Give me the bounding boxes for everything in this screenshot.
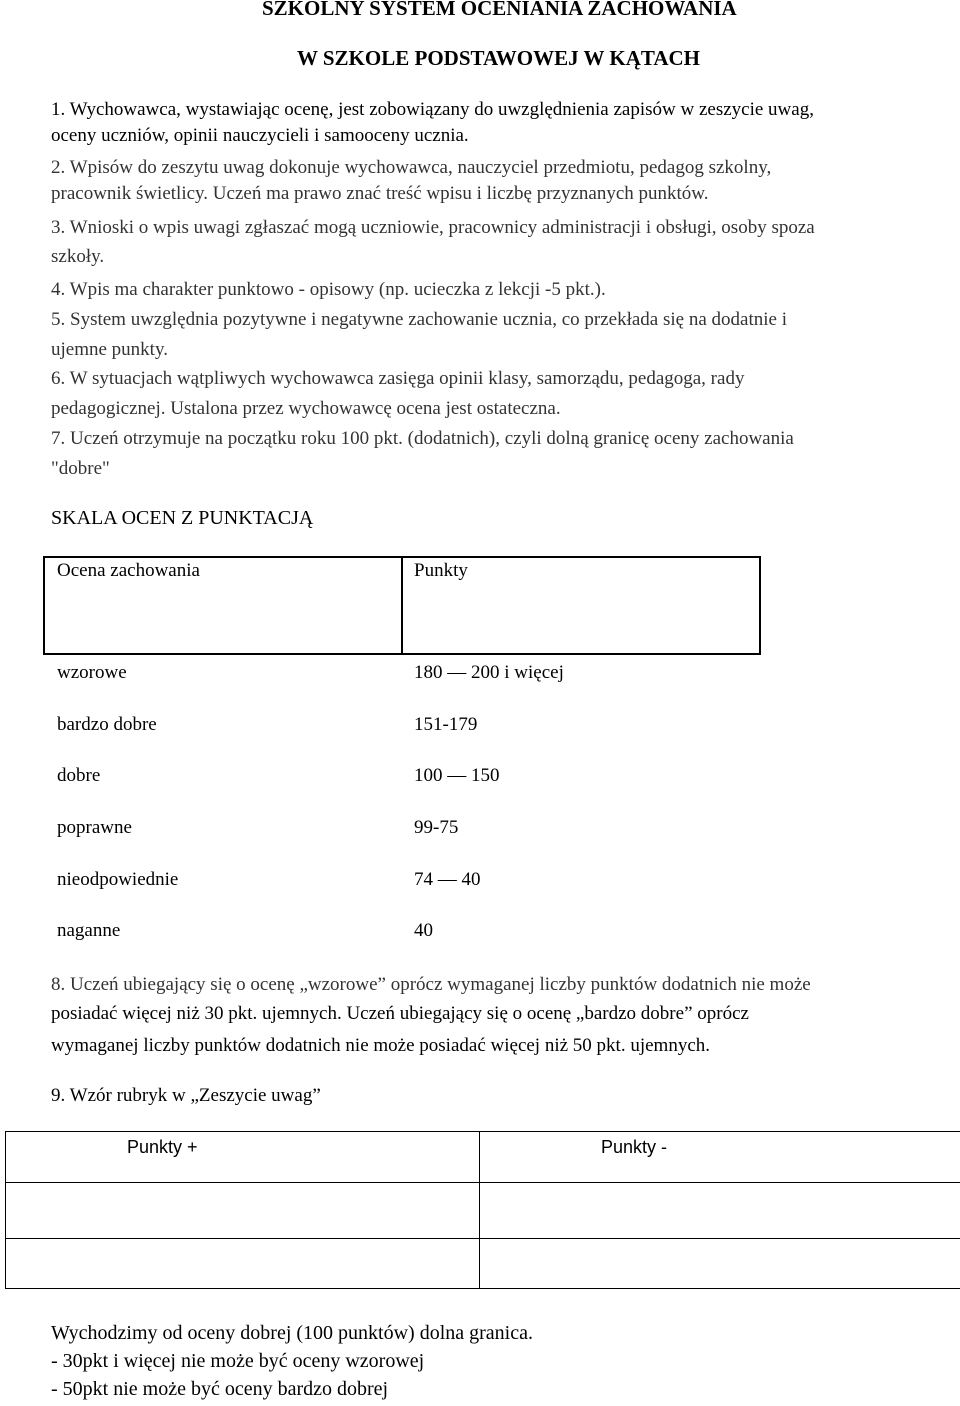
rubric-heading: 9. Wzór rubryk w „Zeszycie uwag” (51, 1085, 321, 1106)
paragraph-line: 5. System uwzględnia pozytywne i negatywne zachowanie ucznia, co przekłada się na dodatnie i (51, 309, 787, 330)
paragraph-line: 4. Wpis ma charakter punktowo - opisowy (np. ucieczka z lekcji -5 pkt.). (51, 279, 606, 300)
scale-grade: dobre (57, 765, 101, 786)
scale-points: 151-179 (414, 714, 478, 735)
paragraph-line: "dobre" (51, 458, 110, 479)
scale-heading: SKALA OCEN Z PUNKTACJĄ (51, 507, 314, 529)
scale-grade: bardzo dobre (57, 714, 157, 735)
scale-header-points: Punkty (414, 560, 468, 581)
footer-line: - 50pkt nie może być oceny bardzo dobrej (51, 1378, 389, 1400)
paragraph-line: 1. Wychowawca, wystawiając ocenę, jest zobowiązany do uwzględnienia zapisów w zeszycie uwag, (51, 99, 814, 120)
footer-line: Wychodzimy od oceny dobrej (100 punktów) dolna granica. (51, 1322, 533, 1344)
paragraph-line: 7. Uczeń otrzymuje na początku roku 100 pkt. (dodatnich), czyli dolną granicę oceny zachowania (51, 428, 794, 449)
scale-grade: naganne (57, 920, 121, 941)
scale-grade: wzorowe (57, 662, 127, 683)
scale-header-grade: Ocena zachowania (57, 560, 200, 581)
scale-points: 99-75 (414, 817, 459, 838)
paragraph-line: 6. W sytuacjach wątpliwych wychowawca zasięga opinii klasy, samorządu, pedagoga, rady (51, 368, 745, 389)
rubric-header-minus: Punkty - (601, 1137, 668, 1157)
document-subtitle: W SZKOLE PODSTAWOWEJ W KĄTACH (297, 46, 700, 70)
paragraph-line: 8. Uczeń ubiegający się o ocenę „wzorowe” oprócz wymaganej liczby punktów dodatnich nie może (51, 974, 811, 995)
paragraph-line: posiadać więcej niż 30 pkt. ujemnych. Uczeń ubiegający się o ocenę „bardzo dobre” oprócz (51, 1003, 749, 1024)
paragraph-line: pracownik świetlicy. Uczeń ma prawo znać treść wpisu i liczbę przyznanych punktów. (51, 183, 709, 204)
paragraph-line: ujemne punkty. (51, 339, 168, 360)
rubric-header-plus: Punkty + (127, 1137, 198, 1157)
paragraph-line: szkoły. (51, 246, 105, 267)
paragraph-line: wymaganej liczby punktów dodatnich nie może posiadać więcej niż 50 pkt. ujemnych. (51, 1035, 710, 1056)
paragraph-line: pedagogicznej. Ustalona przez wychowawcę ocena jest ostateczna. (51, 398, 561, 419)
scale-grade: poprawne (57, 817, 132, 838)
scale-points: 74 — 40 (414, 869, 481, 890)
footer-line: - 30pkt i więcej nie może być oceny wzorowej (51, 1350, 425, 1372)
paragraph-line: oceny uczniów, opinii nauczycieli i samooceny ucznia. (51, 125, 469, 146)
paragraph-line: 2. Wpisów do zeszytu uwag dokonuje wychowawca, nauczyciel przedmiotu, pedagog szkolny, (51, 157, 772, 178)
scale-points: 180 — 200 i więcej (414, 662, 564, 683)
scale-grade: nieodpowiednie (57, 869, 179, 890)
paragraph-line: 3. Wnioski o wpis uwagi zgłaszać mogą uczniowie, pracownicy administracji i obsługi, osoby spoza (51, 217, 815, 238)
scale-points: 100 — 150 (414, 765, 500, 786)
scale-points: 40 (414, 920, 433, 941)
document-title: SZKOLNY SYSTEM OCENIANIA ZACHOWANIA (262, 0, 737, 20)
